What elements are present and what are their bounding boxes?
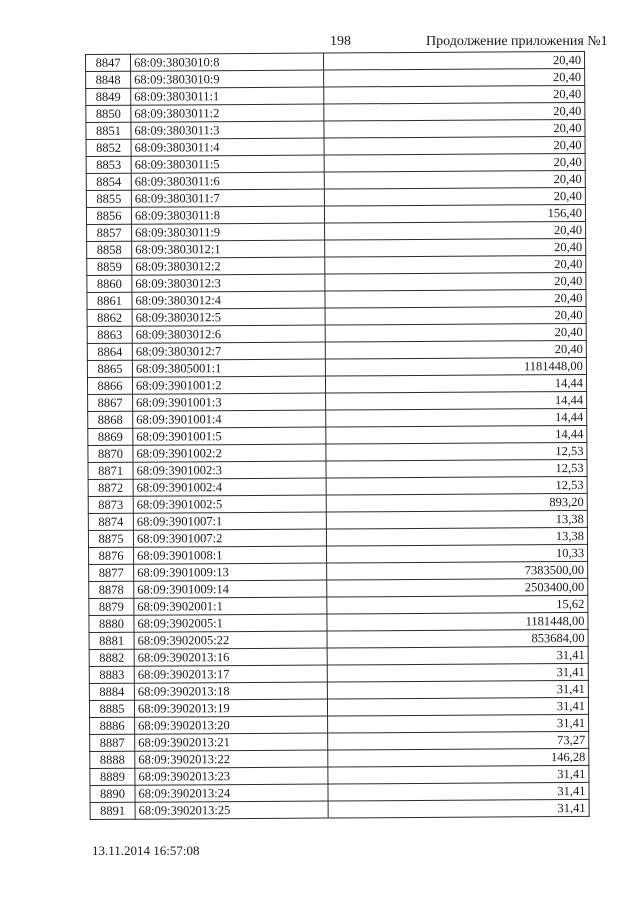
cadastral-number: 68:09:3902013:23 bbox=[135, 767, 328, 785]
row-number: 8854 bbox=[86, 173, 131, 190]
row-number: 8847 bbox=[86, 54, 131, 71]
cadastral-number: 68:09:3902005:22 bbox=[134, 631, 327, 649]
cadastral-value: 20,40 bbox=[324, 119, 585, 138]
row-number: 8863 bbox=[87, 326, 132, 343]
row-number: 8888 bbox=[90, 751, 135, 768]
cadastral-value: 20,40 bbox=[324, 153, 585, 172]
cadastral-number: 68:09:3901002:4 bbox=[133, 478, 326, 496]
row-number: 8862 bbox=[87, 309, 132, 326]
cadastral-value: 20,40 bbox=[325, 340, 586, 359]
cadastral-value: 14,44 bbox=[326, 425, 587, 444]
cadastral-number: 68:09:3803012:3 bbox=[132, 274, 325, 292]
cadastral-value: 20,40 bbox=[325, 323, 586, 342]
continuation-note: Продолжение приложения №1 bbox=[426, 34, 608, 49]
row-number: 8873 bbox=[88, 496, 133, 513]
cadastral-number: 68:09:3901001:5 bbox=[133, 427, 326, 445]
cadastral-value: 20,40 bbox=[325, 306, 586, 325]
cadastral-number: 68:09:3902013:18 bbox=[134, 682, 327, 700]
cadastral-value: 2503400,00 bbox=[327, 578, 588, 597]
row-number: 8870 bbox=[88, 445, 133, 462]
cadastral-number: 68:09:3803011:4 bbox=[131, 138, 324, 156]
cadastral-value: 14,44 bbox=[326, 408, 587, 427]
cadastral-value: 156,40 bbox=[324, 204, 585, 223]
cadastral-value: 13,38 bbox=[326, 510, 587, 529]
cadastral-value-table bbox=[85, 51, 590, 820]
cadastral-value: 20,40 bbox=[325, 238, 586, 257]
cadastral-number: 68:09:3803011:9 bbox=[132, 223, 325, 241]
cadastral-value: 20,40 bbox=[323, 51, 584, 70]
cadastral-value: 20,40 bbox=[324, 102, 585, 121]
cadastral-number: 68:09:3803012:5 bbox=[132, 308, 325, 326]
cadastral-number: 68:09:3902013:19 bbox=[134, 699, 327, 717]
row-number: 8848 bbox=[86, 71, 131, 88]
cadastral-value: 10,33 bbox=[327, 544, 588, 563]
row-number: 8889 bbox=[90, 768, 135, 785]
cadastral-number: 68:09:3902013:21 bbox=[135, 733, 328, 751]
cadastral-number: 68:09:3803012:7 bbox=[132, 342, 325, 360]
cadastral-number: 68:09:3803011:1 bbox=[131, 87, 324, 105]
cadastral-value: 31,41 bbox=[327, 646, 588, 665]
row-number: 8860 bbox=[87, 275, 132, 292]
cadastral-value: 20,40 bbox=[324, 136, 585, 155]
cadastral-value: 13,38 bbox=[326, 527, 587, 546]
cadastral-value: 146,28 bbox=[328, 748, 589, 767]
cadastral-number: 68:09:3902001:1 bbox=[134, 597, 327, 615]
cadastral-number: 68:09:3901002:3 bbox=[133, 461, 326, 479]
cadastral-number: 68:09:3901009:13 bbox=[134, 563, 327, 581]
cadastral-value: 20,40 bbox=[325, 289, 586, 308]
cadastral-number: 68:09:3803012:1 bbox=[132, 240, 325, 258]
row-number: 8876 bbox=[89, 547, 134, 564]
table-body bbox=[86, 51, 590, 819]
cadastral-number: 68:09:3902013:25 bbox=[135, 801, 328, 819]
row-number: 8856 bbox=[86, 207, 131, 224]
row-number: 8859 bbox=[87, 258, 132, 275]
row-number: 8884 bbox=[89, 683, 134, 700]
cadastral-number: 68:09:3901007:2 bbox=[133, 529, 326, 547]
row-number: 8878 bbox=[89, 581, 134, 598]
row-number: 8869 bbox=[88, 428, 133, 445]
cadastral-number: 68:09:3803011:6 bbox=[131, 172, 324, 190]
cadastral-value: 20,40 bbox=[324, 170, 585, 189]
cadastral-value: 20,40 bbox=[324, 187, 585, 206]
cadastral-value: 12,53 bbox=[326, 476, 587, 495]
cadastral-number: 68:09:3901007:1 bbox=[133, 512, 326, 530]
row-number: 8849 bbox=[86, 88, 131, 105]
row-number: 8867 bbox=[88, 394, 133, 411]
cadastral-number: 68:09:3803011:7 bbox=[131, 189, 324, 207]
row-number: 8868 bbox=[88, 411, 133, 428]
cadastral-value: 20,40 bbox=[325, 272, 586, 291]
cadastral-value: 73,27 bbox=[328, 731, 589, 750]
row-number: 8891 bbox=[90, 802, 135, 819]
cadastral-number: 68:09:3901008:1 bbox=[134, 546, 327, 564]
cadastral-number: 68:09:3805001:1 bbox=[132, 359, 325, 377]
row-number: 8857 bbox=[87, 224, 132, 241]
cadastral-number: 68:09:3803011:3 bbox=[131, 121, 324, 139]
cadastral-number: 68:09:3902013:22 bbox=[135, 750, 328, 768]
cadastral-value: 20,40 bbox=[325, 255, 586, 274]
cadastral-number: 68:09:3803012:2 bbox=[132, 257, 325, 275]
row-number: 8877 bbox=[89, 564, 134, 581]
cadastral-number: 68:09:3902013:24 bbox=[135, 784, 328, 802]
row-number: 8852 bbox=[86, 139, 131, 156]
row-number: 8861 bbox=[87, 292, 132, 309]
cadastral-number: 68:09:3901002:5 bbox=[133, 495, 326, 513]
cadastral-number: 68:09:3901009:14 bbox=[134, 580, 327, 598]
row-number: 8858 bbox=[87, 241, 132, 258]
cadastral-value: 20,40 bbox=[325, 221, 586, 240]
cadastral-number: 68:09:3901001:3 bbox=[133, 393, 326, 411]
row-number: 8866 bbox=[87, 377, 132, 394]
cadastral-value: 1181448,00 bbox=[327, 612, 588, 631]
page-number: 198 bbox=[330, 34, 351, 49]
row-number: 8885 bbox=[89, 700, 134, 717]
cadastral-number: 68:09:3902013:16 bbox=[134, 648, 327, 666]
row-number: 8879 bbox=[89, 598, 134, 615]
row-number: 8875 bbox=[88, 530, 133, 547]
row-number: 8865 bbox=[87, 360, 132, 377]
cadastral-number: 68:09:3803011:8 bbox=[131, 206, 324, 224]
cadastral-value: 31,41 bbox=[328, 782, 589, 801]
row-number: 8871 bbox=[88, 462, 133, 479]
row-number: 8850 bbox=[86, 105, 131, 122]
cadastral-value: 12,53 bbox=[326, 459, 587, 478]
cadastral-value: 20,40 bbox=[324, 68, 585, 87]
row-number: 8882 bbox=[89, 649, 134, 666]
row-number: 8855 bbox=[86, 190, 131, 207]
cadastral-value: 893,20 bbox=[326, 493, 587, 512]
cadastral-number: 68:09:3803010:9 bbox=[131, 70, 324, 88]
row-number: 8883 bbox=[89, 666, 134, 683]
row-number: 8881 bbox=[89, 632, 134, 649]
cadastral-value: 7383500,00 bbox=[327, 561, 588, 580]
row-number: 8864 bbox=[87, 343, 132, 360]
cadastral-number: 68:09:3902013:20 bbox=[135, 716, 328, 734]
row-number: 8853 bbox=[86, 156, 131, 173]
row-number: 8872 bbox=[88, 479, 133, 496]
cadastral-value: 1181448,00 bbox=[325, 357, 586, 376]
cadastral-value: 31,41 bbox=[328, 765, 589, 784]
cadastral-number: 68:09:3803012:6 bbox=[132, 325, 325, 343]
cadastral-value: 12,53 bbox=[326, 442, 587, 461]
table-row bbox=[90, 799, 589, 819]
row-number: 8886 bbox=[90, 717, 135, 734]
cadastral-number: 68:09:3803011:5 bbox=[131, 155, 324, 173]
cadastral-value: 31,41 bbox=[328, 799, 589, 818]
cadastral-number: 68:09:3901001:2 bbox=[132, 376, 325, 394]
cadastral-number: 68:09:3803010:8 bbox=[131, 53, 324, 71]
cadastral-number: 68:09:3901001:4 bbox=[133, 410, 326, 428]
cadastral-number: 68:09:3902005:1 bbox=[134, 614, 327, 632]
row-number: 8874 bbox=[88, 513, 133, 530]
cadastral-value: 31,41 bbox=[327, 663, 588, 682]
cadastral-value: 853684,00 bbox=[327, 629, 588, 648]
row-number: 8887 bbox=[90, 734, 135, 751]
cadastral-value: 14,44 bbox=[326, 391, 587, 410]
row-number: 8851 bbox=[86, 122, 131, 139]
print-timestamp: 13.11.2014 16:57:08 bbox=[92, 843, 200, 858]
cadastral-value: 14,44 bbox=[325, 374, 586, 393]
cadastral-number: 68:09:3901002:2 bbox=[133, 444, 326, 462]
cadastral-value: 31,41 bbox=[328, 714, 589, 733]
cadastral-number: 68:09:3902013:17 bbox=[134, 665, 327, 683]
cadastral-number: 68:09:3803012:4 bbox=[132, 291, 325, 309]
cadastral-number: 68:09:3803011:2 bbox=[131, 104, 324, 122]
cadastral-value: 31,41 bbox=[327, 697, 588, 716]
row-number: 8880 bbox=[89, 615, 134, 632]
row-number: 8890 bbox=[90, 785, 135, 802]
cadastral-value: 31,41 bbox=[327, 680, 588, 699]
cadastral-value: 20,40 bbox=[324, 85, 585, 104]
cadastral-value: 15,62 bbox=[327, 595, 588, 614]
